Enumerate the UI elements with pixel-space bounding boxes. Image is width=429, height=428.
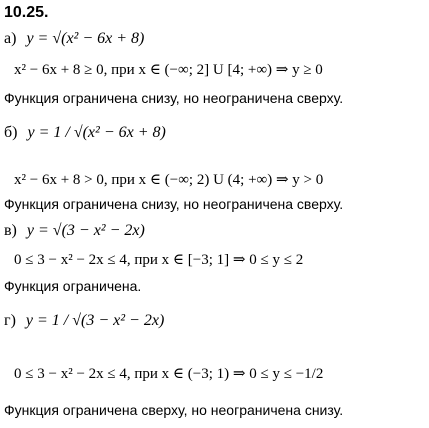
part-c-condition: 0 ≤ 3 − x² − 2x ≤ 4, при x ∈ [−3; 1] ⇒ 0 ≤ y ≤ 2 [14,252,304,268]
part-d-condition: 0 ≤ 3 − x² − 2x ≤ 4, при x ∈ (−3; 1) ⇒ 0 ≤ y ≤ −1/2 [14,366,324,382]
part-b-conclusion: Функция ограничена снизу, но неограничена сверху. [4,196,344,212]
part-a-condition: x² − 6x + 8 ≥ 0, при x ∈ (−∞; 2] U [4; +∞) ⇒ y ≥ 0 [14,62,323,78]
part-b-formula [4,124,166,142]
part-b-formula-text: y = 1 / √(x² − 6x + 8) [27,124,166,141]
part-d-formula-text: y = 1 / √(3 − x² − 2x) [25,312,165,329]
part-c-formula-text: y = √(3 − x² − 2x) [26,222,145,239]
part-d-formula [4,312,164,330]
part-a-label: а) [4,30,17,47]
part-d-conclusion: Функция ограничена сверху, но неограничена снизу. [4,402,344,418]
part-b-condition: x² − 6x + 8 > 0, при x ∈ (−∞; 2) U (4; +∞) ⇒ y > 0 [14,172,324,188]
part-c-label: в) [4,222,17,239]
part-c-conclusion: Функция ограничена. [4,278,142,294]
part-d-label: г) [4,312,16,329]
part-a-conclusion: Функция ограничена снизу, но неограничена сверху. [4,90,344,106]
part-b-label: б) [4,124,18,141]
part-a-formula-text: y = √(x² − 6x + 8) [26,30,145,47]
part-a-formula [4,30,144,48]
problem-number: 10.25. [4,4,49,21]
part-c-formula [4,222,145,240]
